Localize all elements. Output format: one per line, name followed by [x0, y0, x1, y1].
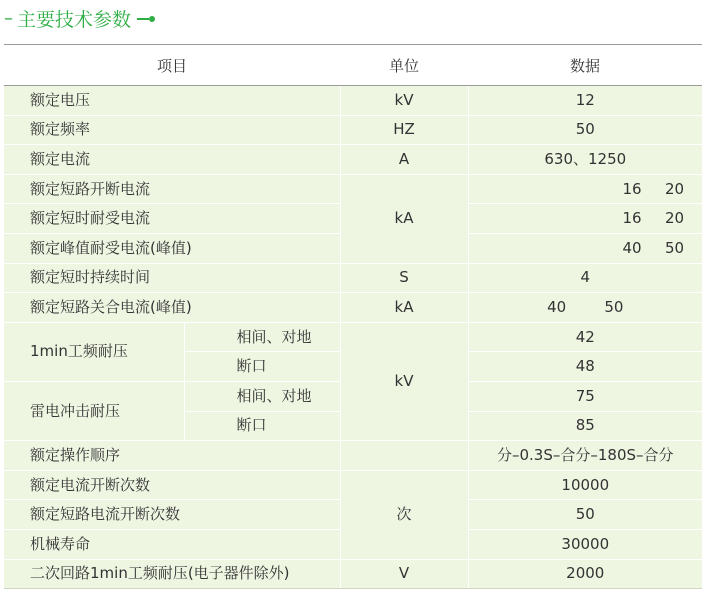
- row-name: 额定短路开断电流: [4, 174, 340, 204]
- row-sub-name: 断口: [184, 411, 340, 441]
- table-row: [4, 174, 702, 204]
- row-unit: kA: [340, 174, 468, 263]
- row-value: 4: [468, 263, 702, 293]
- table-header-row: [4, 45, 702, 86]
- row-sub-name: 相间、对地: [184, 381, 340, 411]
- row-unit: [340, 441, 468, 471]
- table-row: [4, 470, 702, 500]
- row-name: 1min工频耐压: [4, 322, 184, 381]
- row-sub-name: 断口: [184, 352, 340, 382]
- row-value-a: 16: [622, 179, 642, 198]
- row-name: 额定短时持续时间: [4, 263, 340, 293]
- row-unit: kV: [340, 322, 468, 440]
- row-value: [468, 174, 702, 204]
- row-name: 额定电流开断次数: [4, 470, 340, 500]
- row-value-a: 40: [622, 238, 642, 257]
- section-title-text: 主要技术参数: [17, 8, 132, 31]
- row-name: 额定短路关合电流(峰值): [4, 293, 340, 323]
- row-unit: kV: [340, 86, 468, 116]
- row-value-a: 16: [622, 209, 642, 228]
- table-row: [4, 86, 702, 116]
- row-value: 75: [468, 381, 702, 411]
- table-row: [4, 263, 702, 293]
- row-value: 42: [468, 322, 702, 352]
- title-dash: –: [4, 7, 13, 29]
- row-name: 雷电冲击耐压: [4, 381, 184, 440]
- header-data: 数据: [468, 45, 702, 86]
- row-value: 分–0.3S–合分–180S–合分: [468, 441, 702, 471]
- row-unit: HZ: [340, 115, 468, 145]
- row-value: 85: [468, 411, 702, 441]
- row-unit: kA: [340, 293, 468, 323]
- row-name: 额定电压: [4, 86, 340, 116]
- row-name: 额定电流: [4, 145, 340, 175]
- table-row: [4, 115, 702, 145]
- row-value: 10000: [468, 470, 702, 500]
- row-name: 额定频率: [4, 115, 340, 145]
- table-row: [4, 441, 702, 471]
- header-item: 项目: [4, 45, 340, 86]
- table-row: [4, 559, 702, 589]
- header-unit: 单位: [340, 45, 468, 86]
- row-value: 12: [468, 86, 702, 116]
- table-row: [4, 293, 702, 323]
- table-row: [4, 145, 702, 175]
- row-unit: V: [340, 559, 468, 589]
- spec-table: [4, 44, 702, 589]
- row-name: 额定短路电流开断次数: [4, 500, 340, 530]
- row-sub-name: 相间、对地: [184, 322, 340, 352]
- title-line-decoration: [137, 18, 149, 20]
- row-value: 40 50: [468, 293, 702, 323]
- row-name: 二次回路1min工频耐压(电子器件除外): [4, 559, 340, 589]
- row-value: 50: [468, 500, 702, 530]
- row-name: 机械寿命: [4, 529, 340, 559]
- row-value: [468, 204, 702, 234]
- row-name: 额定短时耐受电流: [4, 204, 340, 234]
- row-name: 额定操作顺序: [4, 441, 340, 471]
- row-unit: A: [340, 145, 468, 175]
- row-value: 30000: [468, 529, 702, 559]
- row-value: 2000: [468, 559, 702, 589]
- row-value: 630、1250: [468, 145, 702, 175]
- row-value: 50: [468, 115, 702, 145]
- row-value: 48: [468, 352, 702, 382]
- row-unit: S: [340, 263, 468, 293]
- row-unit: 次: [340, 470, 468, 559]
- row-value: [468, 233, 702, 263]
- section-title: [4, 4, 155, 32]
- title-dot-icon: [149, 16, 155, 22]
- row-value-b: 20: [664, 209, 685, 228]
- table-row: [4, 322, 702, 352]
- row-value-b: 20: [664, 179, 685, 198]
- row-value-b: 50: [664, 238, 685, 257]
- row-name: 额定峰值耐受电流(峰值): [4, 233, 340, 263]
